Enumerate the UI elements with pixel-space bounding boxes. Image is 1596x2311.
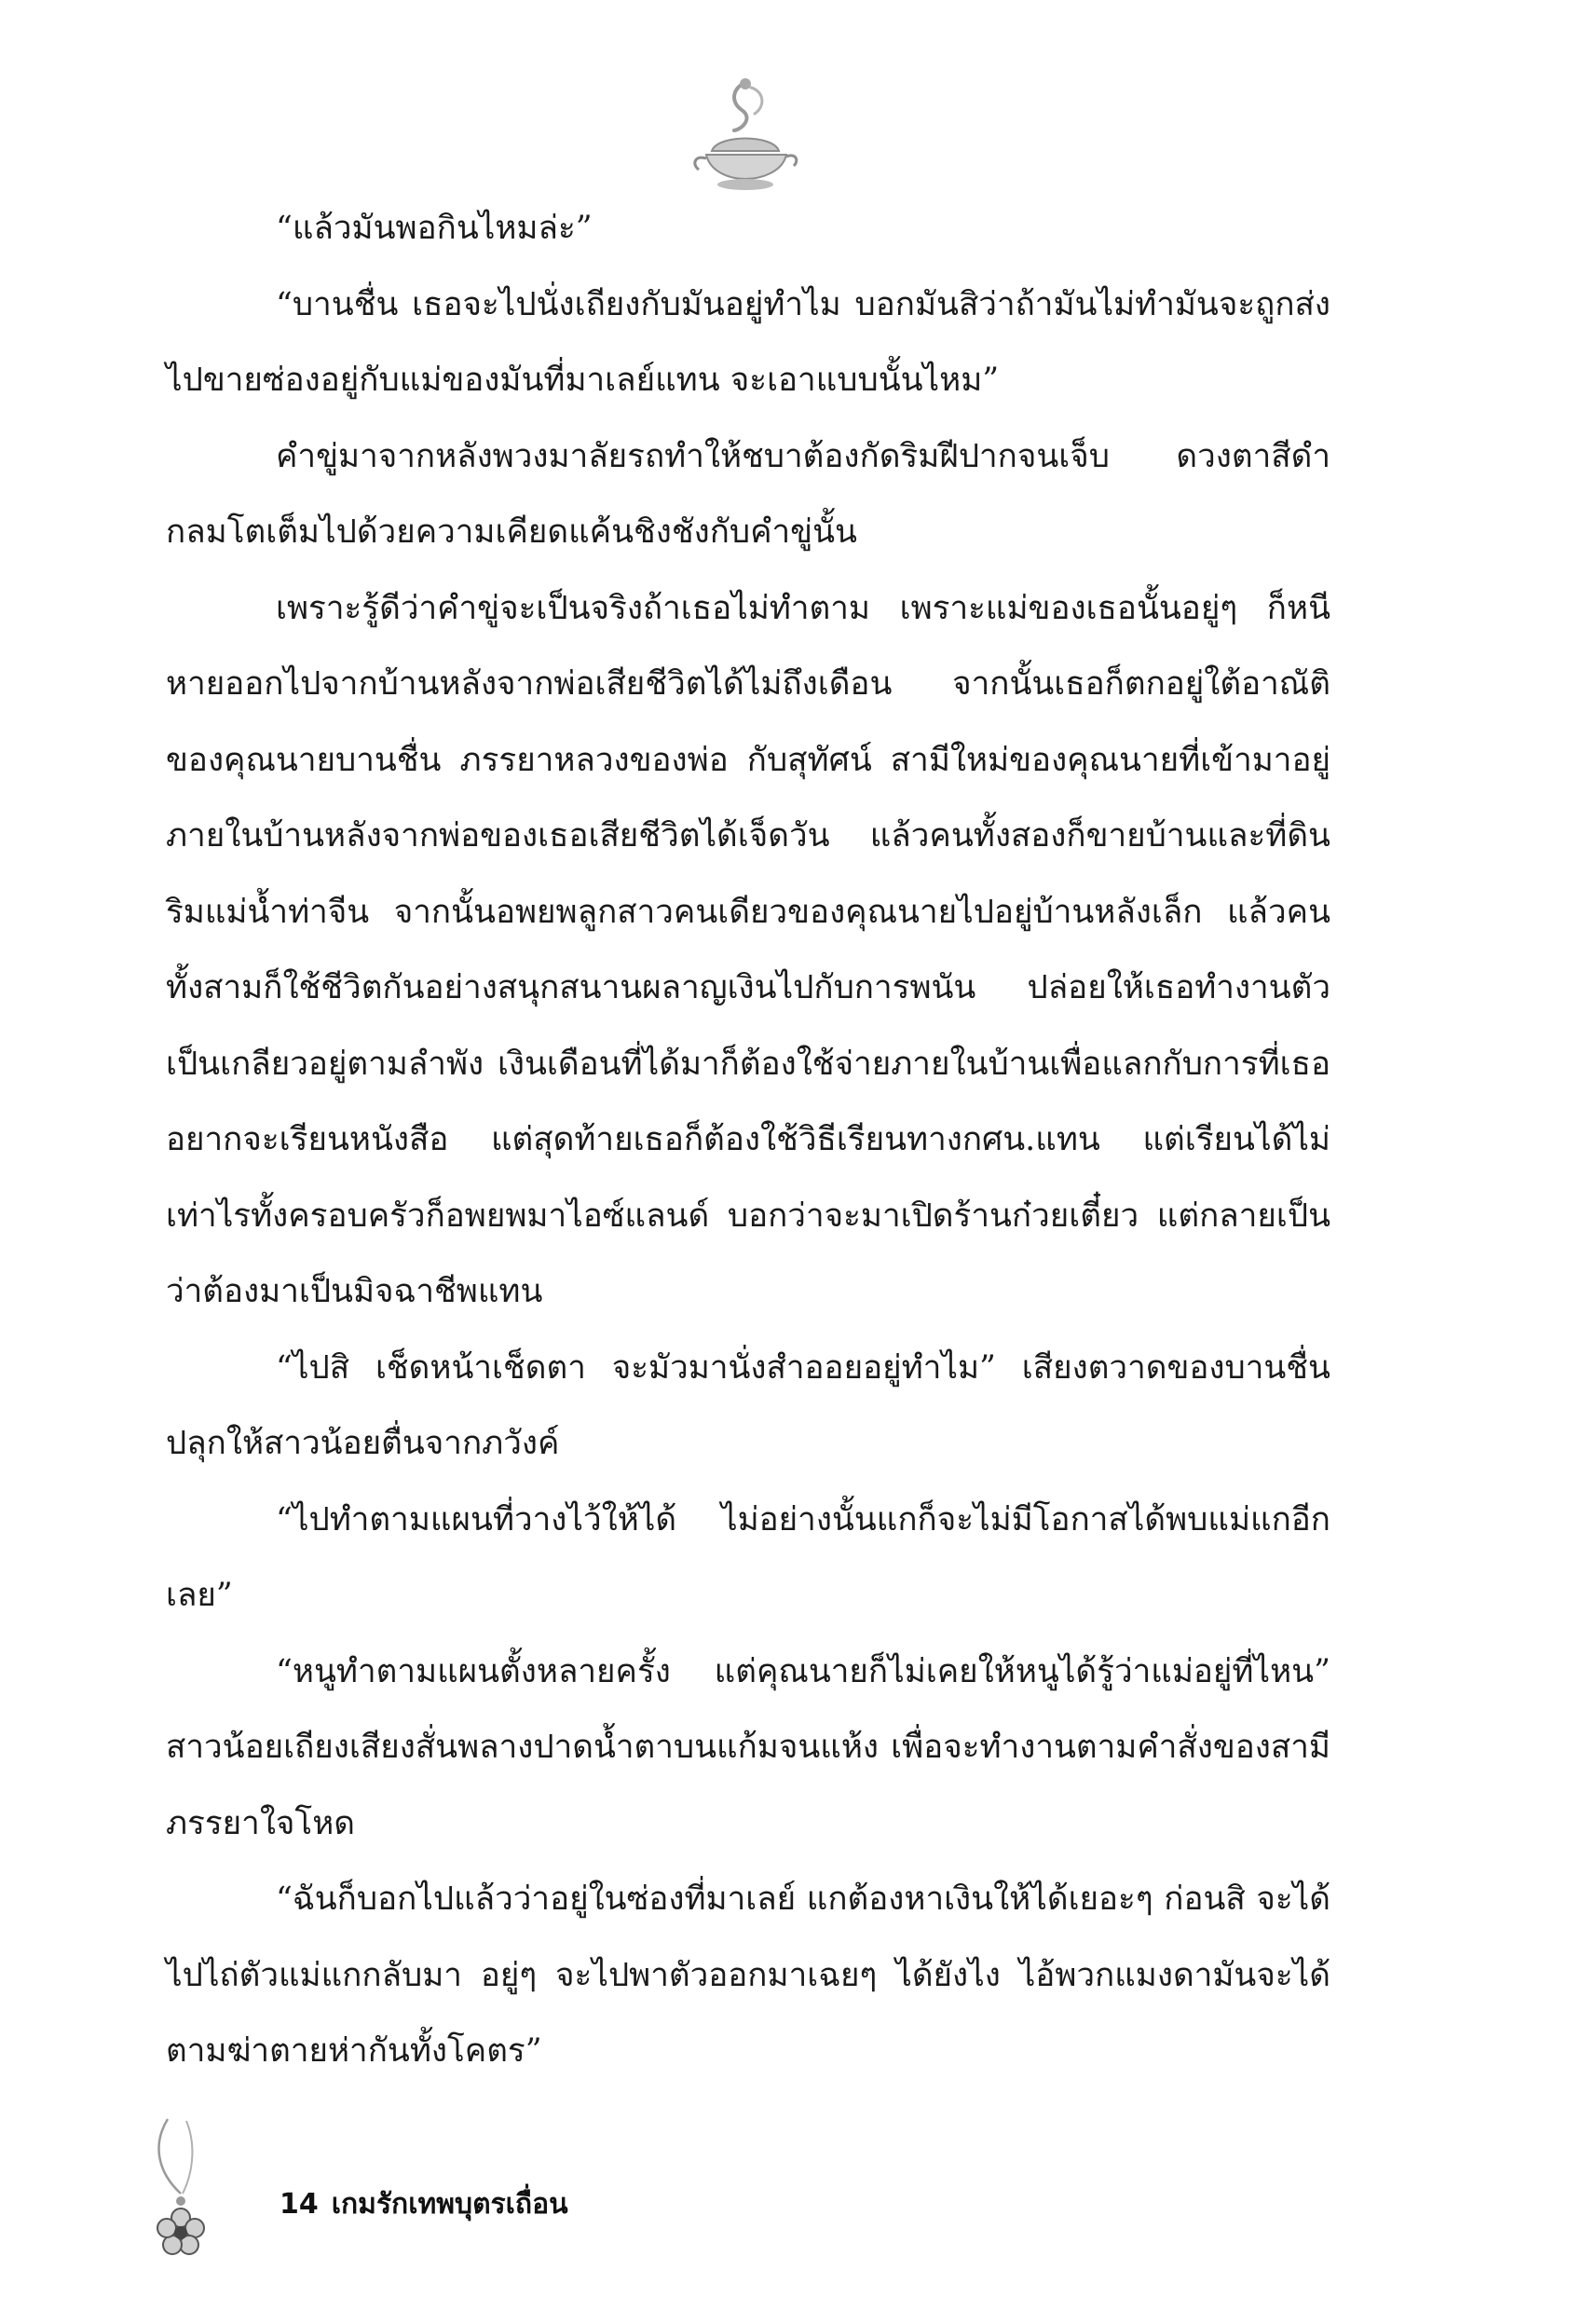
paragraph: เพราะรู้ดีว่าคำขู่จะเป็นจริงถ้าเธอไม่ทำตาม เพราะแม่ของเธอนั้นอยู่ๆ ก็หนีหายออกไปจากบ้านหลังจากพ่อเสียชีวิตได้ไม่ถึงเดือน จากนั้นเธอก็ตกอยู่ใต้อาณัติของคุณนายบานชื่น ภรรยาหลวงของพ่อ กับสุทัศน์ สามีใหม่ของคุณนายที่เข้ามาอยู่ภายในบ้านหลังจากพ่อของเธอเสียชีวิตได้เจ็ดวัน แล้วคนทั้งสองก็ขายบ้านและที่ดินริมแม่น้ำท่าจีน จากนั้นอพยพลูกสาวคนเดียวของคุณนายไปอยู่บ้านหลังเล็ก แล้วคนทั้งสามก็ใช้ชีวิตกันอย่างสนุกสนานผลาญเงินไปกับการพนัน ปล่อยให้เธอทำงานตัวเป็นเกลียวอยู่ตามลำพัง เงินเดือนที่ได้มาก็ต้องใช้จ่ายภายในบ้านเพื่อแลกกับการที่เธออยากจะเรียนหนังสือ แต่สุดท้ายเธอก็ต้องใช้วิธีเรียนทางกศน.แทน แต่เรียนได้ไม่เท่าไรทั้งครอบครัวก็อพยพมาไอซ์แลนด์ บอกว่าจะมาเปิดร้านก๋วยเตี๋ยว แต่กลายเป็นว่าต้องมาเป็นมิจฉาชีพแทน: [166, 589, 1330, 1310]
paragraph: “ฉันก็บอกไปแล้วว่าอยู่ในซ่องที่มาเลย์ แกต้องหาเงินให้ได้เยอะๆ ก่อนสิ จะได้ไปไถ่ตัวแม่แกกลับมา อยู่ๆ จะไปพาตัวออกมาเฉยๆ ได้ยังไง ไอ้พวกแมงดามันจะได้ตามฆ่าตายห่ากันทั้งโคตร”: [166, 1880, 1330, 2070]
book-title: เกมรักเทพบุตรเถื่อน: [331, 2188, 568, 2221]
paragraph: “ไปทำตามแผนที่วางไว้ให้ได้ ไม่อย่างนั้นแกก็จะไม่มีโอกาสได้พบแม่แกอีกเลย”: [166, 1500, 1330, 1614]
paragraph: “หนูทำตามแผนตั้งหลายครั้ง แต่คุณนายก็ไม่เคยให้หนูได้รู้ว่าแม่อยู่ที่ไหน” สาวน้อยเถียงเสียงสั่นพลางปาดน้ำตาบนแก้มจนแห้ง เพื่อจะทำงานตามคำสั่งของสามีภรรยาใจโหด: [166, 1652, 1330, 1842]
page-footer: [140, 2115, 792, 2264]
page-number: 14: [280, 2188, 319, 2221]
paragraph: “บานชื่น เธอจะไปนั่งเถียงกับมันอยู่ทำไม บอกมันสิว่าถ้ามันไม่ทำมันจะถูกส่งไปขายซ่องอยู่กับแม่ของมันที่มาเลย์แทน จะเอาแบบนั้นไหม”: [166, 285, 1330, 399]
paragraph: คำขู่มาจากหลังพวงมาลัยรถทำให้ชบาต้องกัดริมฝีปากจนเจ็บ ดวงตาสีดำกลมโตเต็มไปด้วยความเคียดแค้นชิงชังกับคำขู่นั้น: [166, 437, 1330, 551]
flower-pendant-icon: [140, 2115, 242, 2264]
genie-lamp-icon: [689, 75, 801, 196]
body-text: [166, 191, 1330, 2090]
paragraph: “แล้วมันพอกินไหมล่ะ”: [276, 210, 593, 247]
paragraph: “ไปสิ เช็ดหน้าเช็ดตา จะมัวมานั่งสำออยอยู่ทำไม” เสียงตวาดของบานชื่นปลุกให้สาวน้อยตื่นจากภวังค์: [166, 1348, 1330, 1462]
running-footer: [280, 2182, 581, 2226]
